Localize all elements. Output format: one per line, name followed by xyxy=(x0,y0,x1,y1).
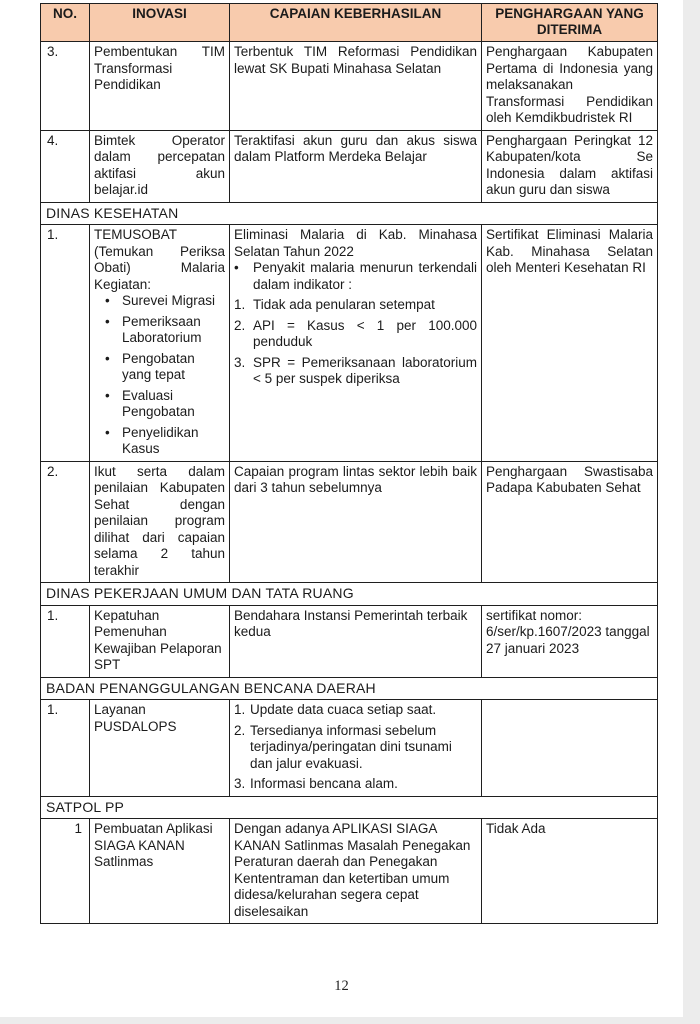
no-cell: 1. xyxy=(41,700,90,797)
header-cell-inovasi: INOVASI xyxy=(90,4,230,42)
number-marker: 2. xyxy=(234,317,246,333)
cell-paragraph: Penghargaan Kabupaten Pertama di Indonesia yang melaksanakan Transformasi Pendidikan oleh Kemdikbudristek RI xyxy=(486,44,653,125)
list-item-text: API = Kasus < 1 per 100.000 penduduk xyxy=(253,317,477,349)
list-item-text: SPR = Pemeriksanaan laboratorium < 5 per suspek diperiksa xyxy=(253,354,477,386)
list-item-text: Surevei Migrasi xyxy=(122,293,216,308)
capaian-cell xyxy=(230,605,482,677)
cell-paragraph: Penghargaan Swastisaba Padapa Kabubaten Sehat xyxy=(486,463,653,495)
cell-paragraph: Teraktifasi akun guru dan akus siswa dalam Platform Merdeka Belajar xyxy=(234,132,477,164)
capaian-cell xyxy=(230,42,482,131)
list-item-text: Evaluasi Pengobatan xyxy=(122,387,195,419)
table-row xyxy=(41,225,658,462)
cell-paragraph: Penghargaan Peringkat 12 Kabupaten/kota Se Indonesia dalam aktifasi akun guru dan siswa xyxy=(486,132,653,197)
list-item-text: Penyakit malaria menurun terkendali dalam indikator : xyxy=(253,260,477,292)
list-item-text: Informasi bencana alam. xyxy=(250,776,398,791)
list-item xyxy=(105,388,225,421)
list-item xyxy=(105,293,225,310)
section-header: DINAS PEKERJAAN UMUM DAN TATA RUANG xyxy=(41,583,658,606)
penghargaan-cell xyxy=(482,225,658,462)
section-row xyxy=(41,677,658,700)
cell-paragraph: Pembuatan Aplikasi SIAGA KANAN Satlinmas xyxy=(94,821,213,869)
bullet-marker: • xyxy=(105,424,110,440)
no-cell: 1. xyxy=(41,605,90,677)
no-cell: 3. xyxy=(41,42,90,131)
list-item xyxy=(234,702,477,719)
list-item xyxy=(234,776,477,793)
section-row xyxy=(41,202,658,225)
list-item-text: Update data cuaca setiap saat. xyxy=(250,702,437,717)
cell-paragraph: Eliminasi Malaria di Kab. Minahasa Selatan Tahun 2022 xyxy=(234,227,477,259)
cell-paragraph: Pembentukan TIM Transformasi Pendidikan xyxy=(94,44,225,92)
number-marker: 2. xyxy=(234,722,246,738)
list-item xyxy=(234,355,477,388)
cell-paragraph: Ikut serta dalam penilaian Kabupaten Sehat dengan penilaian program dilihat dari capaian selama 2 tahun terakhir xyxy=(94,463,225,578)
list-item xyxy=(105,314,225,347)
capaian-cell xyxy=(230,130,482,202)
number-marker: 1. xyxy=(234,702,246,717)
bullet-marker: • xyxy=(105,293,110,308)
penghargaan-cell xyxy=(482,42,658,131)
page-number: 12 xyxy=(334,978,349,994)
cell-paragraph: Dengan adanya APLIKASI SIAGA KANAN Satlinmas Masalah Penegakan Peraturan daerah dan Penegakan Kententraman dan ketertiban umum didesa/kelurahan segera cepat diselesaikan xyxy=(234,821,471,919)
table-row xyxy=(41,42,658,131)
penghargaan-cell xyxy=(482,700,658,797)
inovasi-cell xyxy=(90,700,230,797)
innovation-table xyxy=(40,3,658,924)
penghargaan-cell xyxy=(482,461,658,583)
list-item xyxy=(234,260,477,293)
list-item-text: Tersedianya informasi sebelum terjadinya/peringatan dini tsunami dan jalur evakuasi. xyxy=(250,722,452,771)
header-cell-no: NO. xyxy=(41,4,90,42)
penghargaan-cell xyxy=(482,605,658,677)
table-row xyxy=(41,605,658,677)
list-item xyxy=(234,297,477,314)
section-header: SATPOL PP xyxy=(41,796,658,819)
table-header xyxy=(41,4,658,42)
no-cell: 2. xyxy=(41,461,90,583)
number-marker: 1. xyxy=(234,297,246,312)
page-edge-right xyxy=(683,0,700,1024)
number-marker: 3. xyxy=(234,354,246,370)
header-cell-capaian: CAPAIAN KEBERHASILAN xyxy=(230,4,482,42)
no-cell: 4. xyxy=(41,130,90,202)
header-row xyxy=(41,4,658,42)
inovasi-cell xyxy=(90,461,230,583)
header-cell-penghargaan: PENGHARGAAN YANG DITERIMA xyxy=(482,4,658,42)
bullet-marker: • xyxy=(105,350,110,366)
capaian-cell xyxy=(230,819,482,924)
inovasi-cell xyxy=(90,130,230,202)
cell-paragraph: Capaian program lintas sektor lebih baik dari 3 tahun sebelumnya xyxy=(234,463,477,495)
table-body xyxy=(41,42,658,924)
capaian-cell xyxy=(230,461,482,583)
penghargaan-cell xyxy=(482,819,658,924)
list-item-text: Tidak ada penularan setempat xyxy=(253,297,435,312)
bullet-marker: • xyxy=(105,387,110,403)
list-item-text: Pengobatan yang tepat xyxy=(122,350,195,382)
inovasi-cell xyxy=(90,225,230,462)
capaian-cell xyxy=(230,700,482,797)
cell-paragraph: Kepatuhan Pemenuhan Kewajiban Pelaporan SPT xyxy=(94,607,222,672)
list-item xyxy=(105,351,225,384)
cell-paragraph: Bimtek Operator dalam percepatan aktifasi akun belajar.id xyxy=(94,132,225,197)
table-row xyxy=(41,130,658,202)
table-row xyxy=(41,700,658,797)
list-item xyxy=(105,425,225,458)
list-item-text: Penyelidikan Kasus xyxy=(122,424,199,456)
cell-paragraph: Tidak Ada xyxy=(486,821,546,836)
cell-paragraph: Sertifikat Eliminasi Malaria Kab. Minahasa Selatan oleh Menteri Kesehatan RI xyxy=(486,227,653,275)
bullet-marker: • xyxy=(234,260,239,275)
list-item xyxy=(234,318,477,351)
capaian-cell xyxy=(230,225,482,462)
inovasi-cell xyxy=(90,42,230,131)
cell-paragraph: Layanan PUSDALOPS xyxy=(94,702,177,734)
section-row xyxy=(41,583,658,606)
cell-paragraph: Bendahara Instansi Pemerintah terbaik kedua xyxy=(234,607,468,639)
number-marker: 3. xyxy=(234,776,246,791)
table-row xyxy=(41,819,658,924)
section-header: BADAN PENANGGULANGAN BENCANA DAERAH xyxy=(41,677,658,700)
cell-paragraph: sertifikat nomor: 6/ser/kp.1607/2023 tanggal 27 januari 2023 xyxy=(486,607,650,656)
inovasi-cell xyxy=(90,819,230,924)
innovation-table-wrap xyxy=(40,3,658,924)
penghargaan-cell xyxy=(482,130,658,202)
section-row xyxy=(41,796,658,819)
cell-paragraph: TEMUSOBAT (Temukan Periksa Obati) Malaria Kegiatan: xyxy=(94,227,225,292)
cell-paragraph: Terbentuk TIM Reformasi Pendidikan lewat SK Bupati Minahasa Selatan xyxy=(234,44,477,76)
list-item-text: Pemeriksaan Laboratorium xyxy=(122,313,202,345)
section-header: DINAS KESEHATAN xyxy=(41,202,658,225)
no-cell: 1. xyxy=(41,225,90,462)
page-edge-bottom xyxy=(0,1017,683,1024)
bullet-marker: • xyxy=(105,313,110,329)
inovasi-cell xyxy=(90,605,230,677)
table-row xyxy=(41,461,658,583)
no-cell: 1 xyxy=(41,819,90,924)
list-item xyxy=(234,723,477,773)
